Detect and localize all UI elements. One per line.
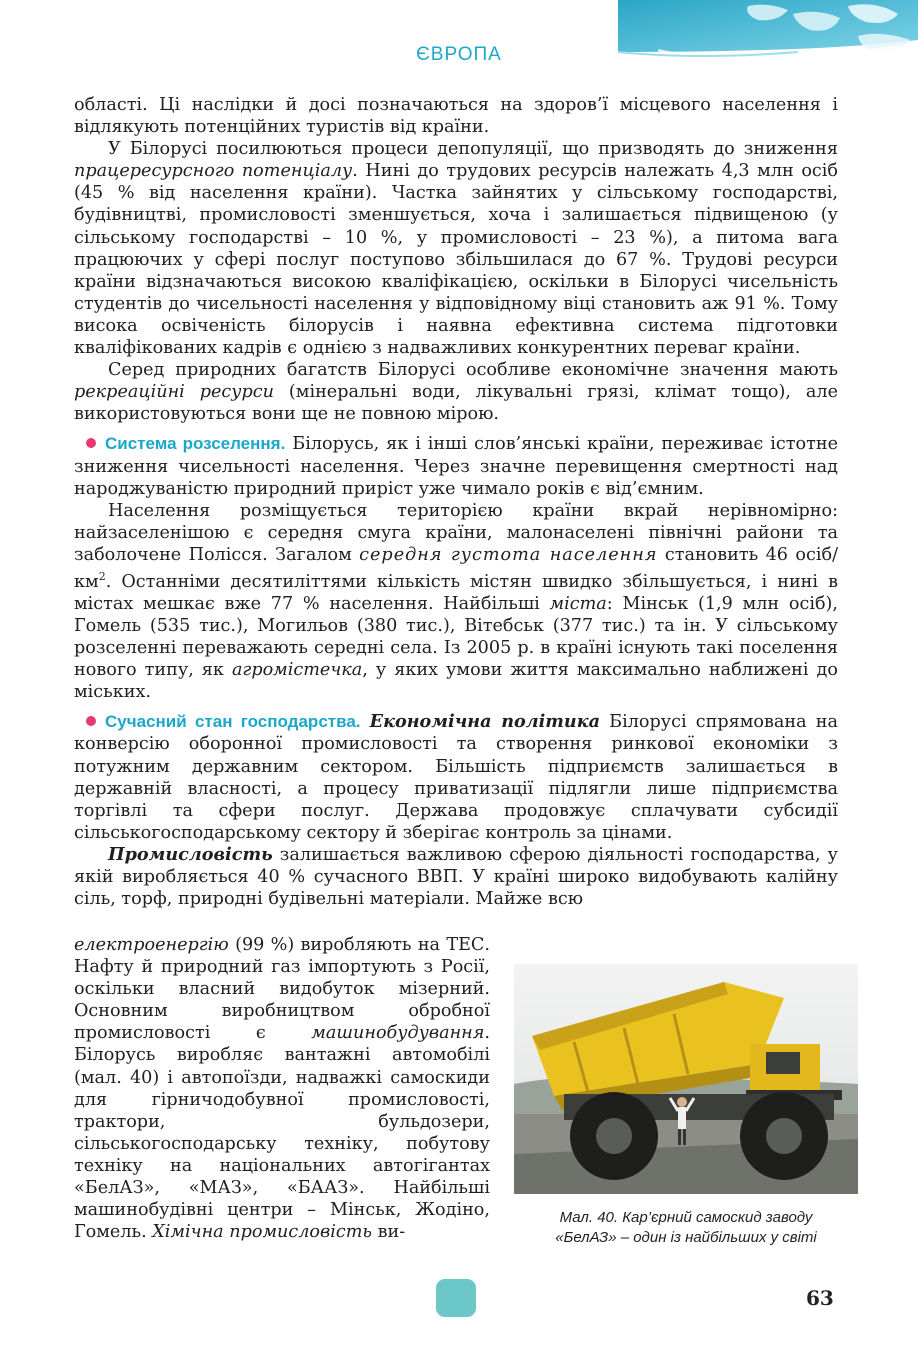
paragraph: електроенергію (99 %) виробляють на ТЕС. Нафту й природний газ імпортують з Росії, оскільки власний видобуток мізерний. Основним виробництвом обробної промисловості є машинобудування. Білорусь виробляє вантажні автомобілі (мал. 40) і автопоїзди, надважкі самоскиди для гірничодобувної промисловості, трактори, бульдозери, сільськогосподарську техніку, побутову техніку на національних автогігантах «БелАЗ», «МАЗ», «БААЗ». Найбільші машинобудівні центри – Мінськ, Жодіно, Гомель. Хімічна промисловість ви- bbox=[74, 935, 490, 1243]
bullet-icon bbox=[86, 438, 96, 448]
paragraph: області. Ці наслідки й досі позначаються на здоров’ї місцевого населення і відлякують потенційних туристів від країни. bbox=[74, 95, 838, 138]
paragraph: Населення розміщується територією країни вкрай нерівномірно: найзаселенішою є середня смуга країни, малонаселені північні райони та заболочене Полісся. Загалом середня густота населення становить 46 осіб/$км^2$. Останніми десятиліттями кількість містян швидко збільшується, і нині в містах мешкає вже 77 % населення. Найбільші міста: Мінськ (1,9 млн осіб), Гомель (535 тис.), Могильов (380 тис.), Вітебськ (377 тис.) та ін. У сільському розселенні переважають середні села. Із 2005 р. в країні існують такі поселення нового типу, як агромістечка, у яких умови життя максимально наближені до міських. bbox=[74, 500, 838, 703]
section-paragraph: Сучасний стан господарства. Економічна політика Білорусі спрямована на конверсію оборонної промисловості та створення ринкової економіки з потужним державним сектором. Більшість підприємств залишається в державній власності, а процесу приватизації підлягли лише підприємства торгівлі та сфери послуг. Держава продовжує сплачувати субсидії сільськогосподарському сектору й зберігає контроль за цінами. bbox=[74, 711, 838, 843]
wrapped-text bbox=[74, 934, 490, 1243]
page-tab bbox=[436, 1279, 476, 1317]
paragraph: У Білорусі посилюються процеси депопуляції, що призводять до зниження працересурсного потенціалу. Нині до трудових ресурсів належать 4,3 млн осіб (45 % від населення країни). Частка зайнятих у сільському господарстві, будівництві, промисловості зменшується, хоча і залишається підвищеною (у сільському господарстві – 10 %, у промисловості – 23 %), а питома вага працюючих у сфері послуг поступово збільшилася до 67 %. Трудові ресурси країни відзначаються високою кваліфікацією, оскільки в Білорусі чисельність студентів до чисельності населення у відповідному віці становить аж 91 %. Тому висока освіченість білорусів і наявна ефективна система підготовки кваліфікованих кадрів є однією з надважливих конкурентних переваг країни. bbox=[74, 139, 838, 359]
paragraph: Серед природних багатств Білорусі особливе економічне значення мають рекреаційні ресурси (мінеральні води, лікувальні грязі, клімат тощо), але використовуються вони ще не повною мірою. bbox=[74, 360, 838, 425]
section-title: ЄВРОПА bbox=[416, 44, 502, 65]
truck-photo bbox=[514, 964, 858, 1194]
section-heading: Система розселення. bbox=[105, 434, 286, 454]
section-heading: Сучасний стан господарства. bbox=[105, 712, 361, 732]
paragraph: Промисловість залишається важливою сферою діяльності господарства, у якій виробляється 40 % сучасного ВВП. У країні широко видобувають калійну сіль, торф, природні будівельні матеріали. Майже всю bbox=[74, 843, 838, 910]
bullet-icon bbox=[86, 716, 96, 726]
page-number: 63 bbox=[806, 1286, 834, 1310]
figure-caption: Мал. 40. Кар’єрний самоскид заводу «БелАЗ» – один із найбільших у світі bbox=[555, 1209, 817, 1246]
main-text bbox=[74, 94, 838, 910]
section-paragraph: Система розселення. Білорусь, як і інші слов’янські країни, переживає істотне зниження чисельності населення. Через значне перевищення смертності над народжуваністю природний приріст уже чимало років є від’ємним. bbox=[74, 434, 838, 499]
